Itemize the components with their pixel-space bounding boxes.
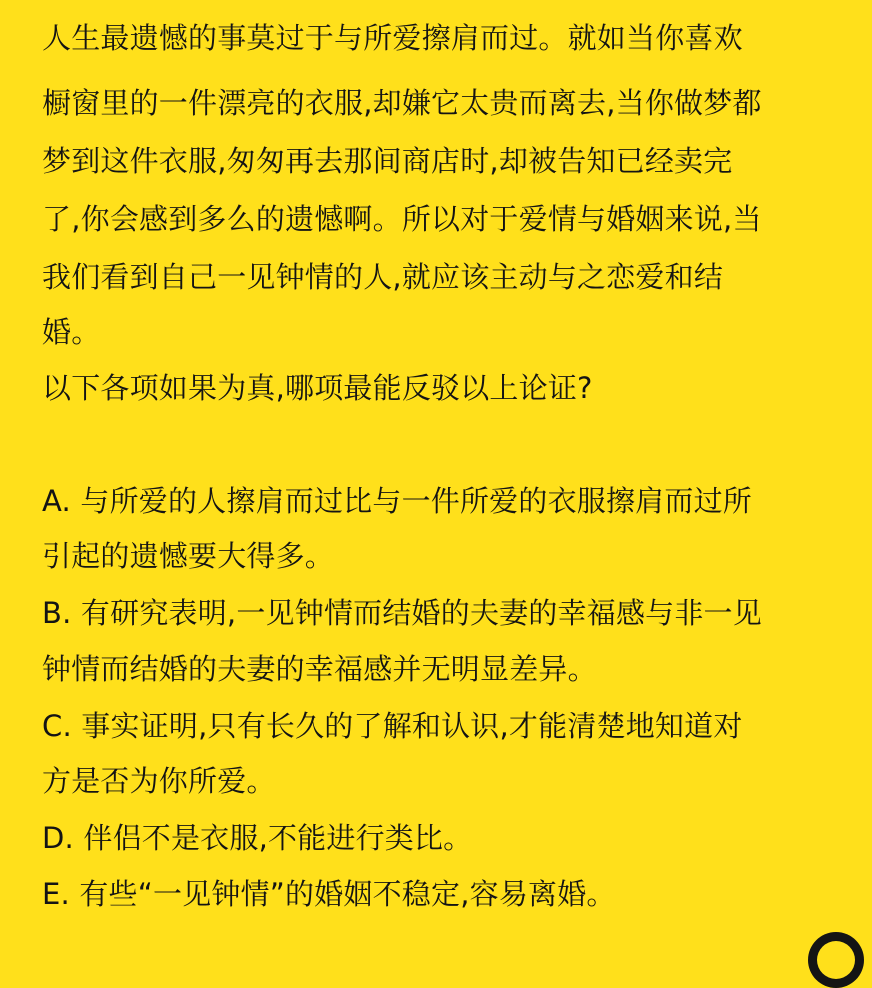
option-c-line: 方是否为你所爱。 [42,764,276,798]
option-a-line: 引起的遗憾要大得多。 [42,539,335,573]
corner-badge-icon [808,932,864,988]
option-a-line: A. 与所爱的人擦肩而过比与一件所爱的衣服擦肩而过所 [42,484,752,518]
passage-line: 橱窗里的一件漂亮的衣服,却嫌它太贵而离去,当你做梦都 [42,86,762,120]
option-c-line: C. 事实证明,只有长久的了解和认识,才能清楚地知道对 [42,709,743,743]
option-b-line: B. 有研究表明,一见钟情而结婚的夫妻的幸福感与非一见 [42,596,762,630]
option-e-line: E. 有些“一见钟情”的婚姻不稳定,容易离婚。 [42,877,616,911]
question-text: 以下各项如果为真,哪项最能反驳以上论证? [42,371,593,405]
option-b-line: 钟情而结婚的夫妻的幸福感并无明显差异。 [42,652,597,686]
passage-line: 人生最遗憾的事莫过于与所爱擦肩而过。就如当你喜欢 [42,21,743,55]
passage-line: 了,你会感到多么的遗憾啊。所以对于爱情与婚姻来说,当 [42,202,762,236]
option-d-line: D. 伴侣不是衣服,不能进行类比。 [42,821,473,855]
passage-line: 婚。 [42,315,101,349]
passage-line: 我们看到自己一见钟情的人,就应该主动与之恋爱和结 [42,260,724,294]
passage-line: 梦到这件衣服,匆匆再去那间商店时,却被告知已经卖完 [42,144,733,178]
